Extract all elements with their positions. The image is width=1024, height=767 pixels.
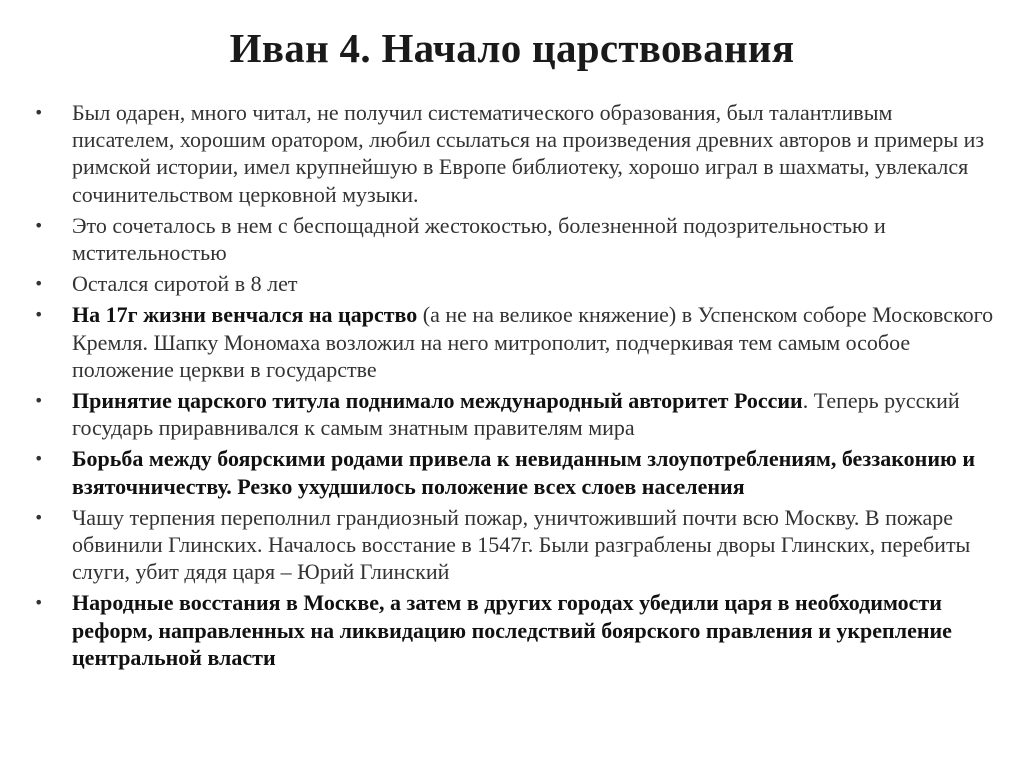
bullet-icon: •	[34, 593, 44, 613]
bullet-item-5	[34, 387, 994, 441]
bullet-bold-text: Принятие царского титула поднимало международный авторитет России	[72, 388, 803, 414]
bullet-item-1	[34, 99, 994, 208]
bullet-item-6	[34, 445, 994, 499]
bullet-text: Это сочеталось в нем с беспощадной жестокостью, болезненной подозрительностью и мстительностью	[72, 212, 886, 266]
bullet-item-2	[34, 212, 994, 266]
bullet-item-8	[34, 589, 994, 671]
bullet-icon: •	[34, 507, 44, 527]
bullet-text: Чашу терпения переполнил грандиозный пожар, уничтоживший почти всю Москву. В пожаре обвинили Глинских. Началось восстание в 1547г. Были разграблены дворы Глинских, перебиты слуги, убит дядя царя – Юрий Глинский	[72, 504, 971, 585]
bullet-item-7	[34, 504, 994, 586]
bullet-list	[34, 99, 994, 675]
bullet-text: (а не на великое княжение) в Успенском соборе Московского Кремля. Шапку Мономаха возложил на него митрополит, подчеркивая тем самым особое положение церкви в государстве	[72, 302, 994, 382]
bullet-icon: •	[34, 103, 44, 122]
bullet-text: . Теперь русский государь приравнивался к самым знатным правителям мира	[72, 388, 960, 441]
bullet-text: Остался сиротой в 8 лет	[72, 271, 298, 297]
bullet-icon: •	[34, 215, 44, 235]
bullet-icon: •	[34, 274, 44, 294]
bullet-bold-text: На 17г жизни венчался на царство	[72, 302, 418, 328]
bullet-text: Народные восстания в Москве, а затем в других городах убедили царя в необходимости реформ, направленных на ликвидацию последствий боярского правления и укрепление центральной власти	[72, 590, 952, 670]
slide-title: Иван 4. Начало царствования	[229, 25, 795, 71]
bullet-item-3	[34, 270, 994, 297]
bullet-icon: •	[34, 305, 44, 325]
bullet-text: Был одарен, много читал, не получил систематического образования, был талантливым писателем, хорошим оратором, любил ссылаться на произведения древних авторов и примеры из римской истории, имел крупнейшую в Европе библиотеку, хорошо играл в шахматы, увлекался сочинительством церковной музыки.	[72, 100, 985, 207]
bullet-text: Борьба между боярскими родами привела к невиданным злоупотреблениям, беззаконию и взяточничеству. Резко ухудшилось положение всех слоев населения	[72, 446, 975, 499]
bullet-icon: •	[34, 391, 44, 411]
bullet-icon: •	[34, 449, 44, 469]
bullet-item-4	[34, 301, 994, 383]
